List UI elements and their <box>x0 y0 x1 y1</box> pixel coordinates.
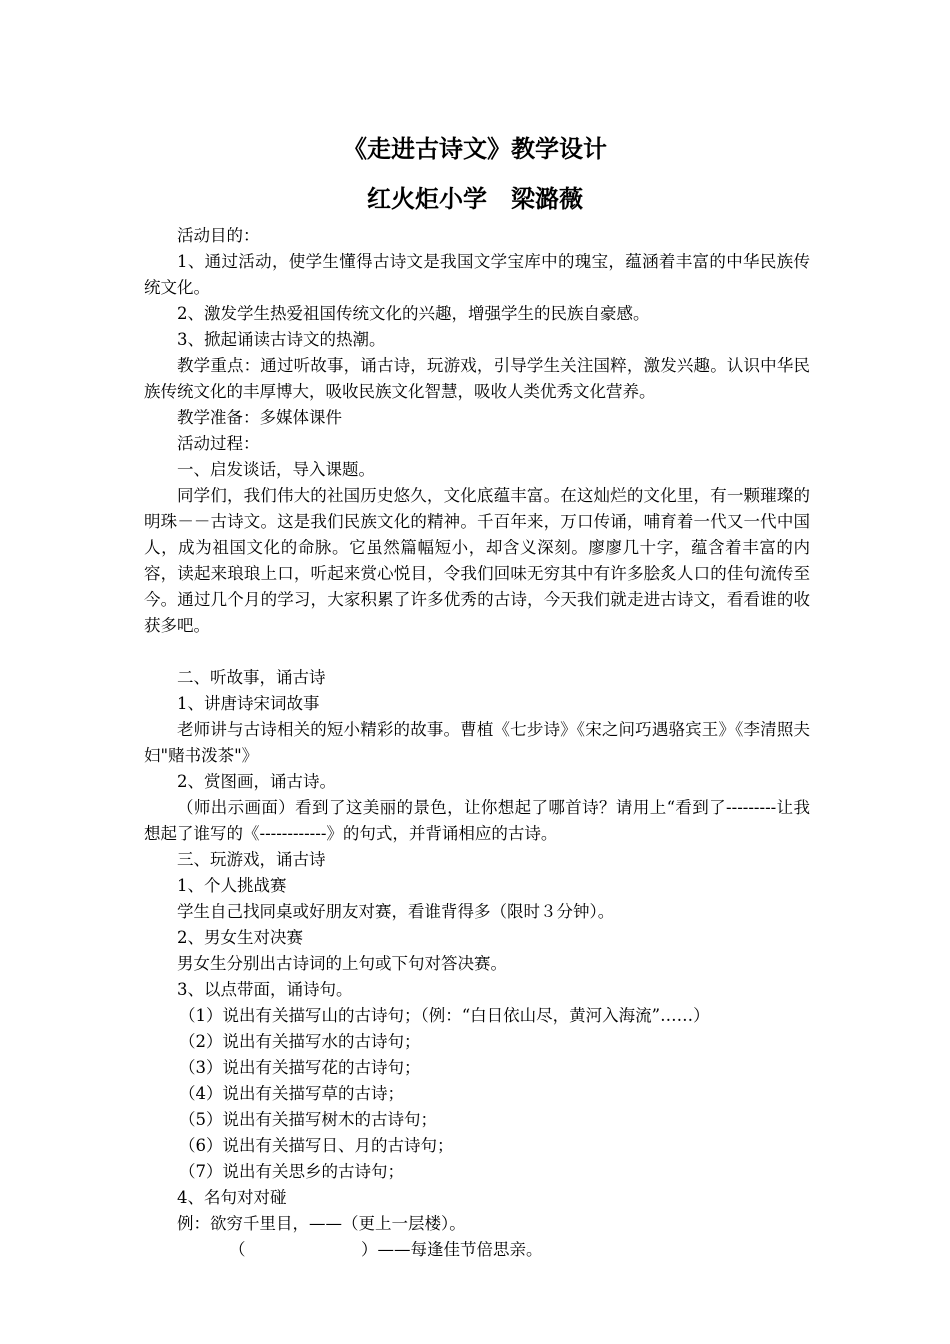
list-item: （3）说出有关描写花的古诗句； <box>179 1058 421 1077</box>
paragraph: 3、以点带面，诵诗句。 <box>177 980 353 999</box>
document-author: 红火炬小学 梁潞薇 <box>367 185 583 213</box>
fill-in-line: （ ）——每逢佳节倍思亲。 <box>229 1240 543 1259</box>
paragraph: 活动目的： <box>177 226 260 245</box>
paragraph: 活动过程： <box>177 434 260 453</box>
paragraph: 老师讲与古诗相关的短小精彩的故事。曹植《七步诗》《宋之问巧遇骆宾王》《李清照夫妇"赌书泼茶"》 <box>144 720 810 765</box>
list-item: （7）说出有关思乡的古诗句； <box>179 1162 404 1181</box>
paragraph: 男女生分别出古诗词的上句或下句对答决赛。 <box>177 954 507 973</box>
document-title: 《走进古诗文》教学设计 <box>343 135 607 163</box>
list-item: （2）说出有关描写水的古诗句； <box>179 1032 421 1051</box>
paragraph: 教学准备：多媒体课件 <box>177 408 342 427</box>
paragraph: 2、激发学生热爱祖国传统文化的兴趣，增强学生的民族自豪感。 <box>177 304 650 323</box>
paragraph: 2、男女生对决赛 <box>177 928 303 947</box>
paragraph: 教学重点：通过听故事，诵古诗，玩游戏，引导学生关注国粹，激发兴趣。认识中华民族传统文化的丰厚博大，吸收民族文化智慧，吸收人类优秀文化营养。 <box>144 356 810 401</box>
document-body <box>144 223 810 1263</box>
section-heading: 一、启发谈话，导入课题。 <box>177 460 375 479</box>
paragraph: 同学们，我们伟大的社国历史悠久，文化底蕴丰富。在这灿烂的文化里，有一颗璀璨的明珠－－古诗文。这是我们民族文化的精神。千百年来，万口传诵，哺育着一代又一代中国人，成为祖国文化的命脉。它虽然篇幅短小，却含义深刻。廖廖几十字，蕴含着丰富的内容，读起来琅琅上口，听起来赏心悦目，令我们回味无穷其中有许多脍炙人口的佳句流传至今。通过几个月的学习，大家积累了许多优秀的古诗，今天我们就走进古诗文，看看谁的收获多吧。 <box>144 486 810 635</box>
paragraph: 1、通过活动，使学生懂得古诗文是我国文学宝库中的瑰宝，蕴涵着丰富的中华民族传统文化。 <box>144 252 810 297</box>
paragraph: 例：欲穷千里目，——（更上一层楼）。 <box>177 1214 466 1233</box>
paragraph: 2、赏图画，诵古诗。 <box>177 772 336 791</box>
blank-line <box>144 639 810 665</box>
list-item: （5）说出有关描写树木的古诗句； <box>179 1110 437 1129</box>
paragraph: 1、个人挑战赛 <box>177 876 287 895</box>
section-heading: 三、玩游戏，诵古诗 <box>177 850 326 869</box>
paragraph: 3、掀起诵读古诗文的热潮。 <box>177 330 386 349</box>
paragraph: 1、讲唐诗宋词故事 <box>177 694 320 713</box>
paragraph: 学生自己找同桌或好朋友对赛，看谁背得多（限时３分钟）。 <box>177 902 615 921</box>
list-item: （4）说出有关描写草的古诗； <box>179 1084 404 1103</box>
paragraph: 4、名句对对碰 <box>177 1188 287 1207</box>
section-heading: 二、听故事，诵古诗 <box>177 668 326 687</box>
list-item: （6）说出有关描写日、月的古诗句； <box>179 1136 454 1155</box>
paragraph: （师出示画面）看到了这美丽的景色，让你想起了哪首诗？请用上“看到了---------让我想起了谁写的《------------》的句式，并背诵相应的古诗。 <box>144 798 810 843</box>
list-item: （1）说出有关描写山的古诗句；（例：“白日依山尽，黄河入海流”……） <box>179 1006 710 1025</box>
